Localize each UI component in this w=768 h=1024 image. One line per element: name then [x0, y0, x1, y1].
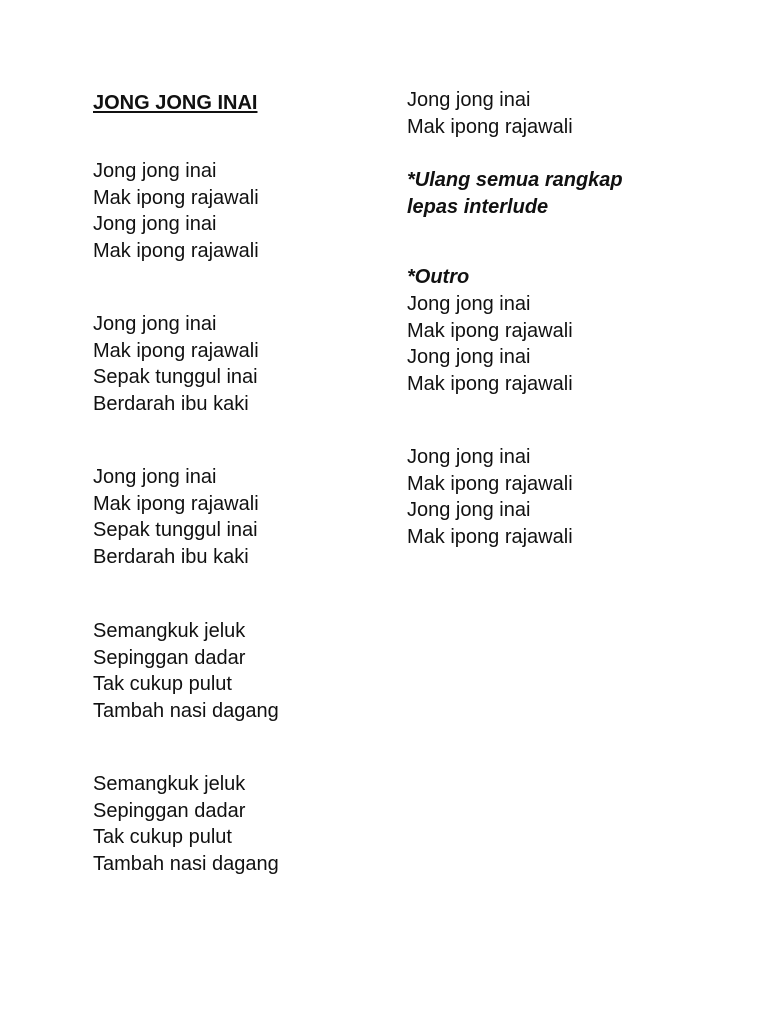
lyric-line: Mak ipong rajawali: [93, 186, 259, 209]
note-line: lepas interlude: [407, 195, 549, 218]
lyric-line: Jong jong inai: [407, 293, 531, 315]
verse-1: [93, 158, 259, 265]
verse-3: [93, 464, 259, 571]
lyric-line: Semangkuk jeluk: [93, 620, 246, 642]
lyric-line: Berdarah ibu kaki: [93, 393, 249, 416]
lyric-line: Sepinggan dadar: [93, 799, 246, 822]
outro-verse-1: [407, 291, 573, 398]
lyric-line: Semangkuk jeluk: [93, 773, 246, 795]
outro-label: *Outro: [407, 266, 470, 288]
lyric-line: Tak cukup pulut: [93, 673, 232, 696]
lyric-line: Jong jong inai: [93, 313, 217, 335]
repeat-note: [407, 167, 623, 220]
lyric-line: Jong jong inai: [93, 466, 217, 488]
lyric-line: Mak ipong rajawali: [407, 115, 573, 138]
lyric-line: Jong jong inai: [93, 160, 217, 182]
lyric-line: Sepak tunggul inai: [93, 519, 258, 542]
lyric-line: Mak ipong rajawali: [407, 373, 573, 396]
verse-5: [93, 771, 279, 878]
left-column: [93, 90, 383, 876]
lyric-line: Tak cukup pulut: [93, 826, 232, 849]
note-line: *Ulang semua rangkap: [407, 169, 623, 191]
lyric-line: Berdarah ibu kaki: [93, 546, 249, 569]
lyric-line: Sepak tunggul inai: [93, 366, 258, 389]
verse-top-right: [407, 87, 573, 140]
lyric-line: Mak ipong rajawali: [93, 339, 259, 362]
lyric-line: Jong jong inai: [93, 213, 217, 236]
outro-verse-2: [407, 444, 573, 551]
lyric-line: Mak ipong rajawali: [93, 492, 259, 515]
verse-2: [93, 311, 259, 418]
lyric-line: Jong jong inai: [407, 499, 531, 522]
song-title: JONG JONG INAI: [93, 92, 258, 114]
lyric-line: Jong jong inai: [407, 446, 531, 468]
lyric-line: Sepinggan dadar: [93, 646, 246, 669]
lyric-line: Mak ipong rajawali: [407, 472, 573, 495]
lyric-line: Jong jong inai: [407, 89, 531, 111]
verse-4: [93, 618, 279, 725]
lyric-line: Tambah nasi dagang: [93, 853, 279, 876]
lyric-line: Jong jong inai: [407, 346, 531, 369]
lyric-line: Mak ipong rajawali: [407, 526, 573, 549]
lyric-line: Tambah nasi dagang: [93, 700, 279, 723]
lyric-line: Mak ipong rajawali: [407, 319, 573, 342]
lyric-line: Mak ipong rajawali: [93, 240, 259, 263]
